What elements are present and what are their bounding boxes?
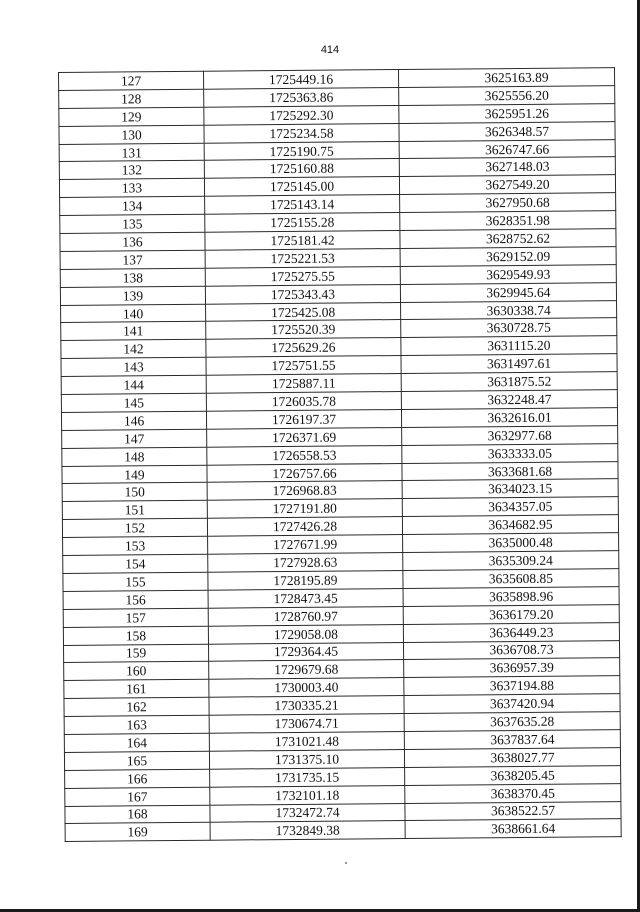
scan-speck: [345, 862, 347, 864]
y-coordinate-cell: 3629152.09: [400, 247, 616, 267]
x-coordinate-cell: 1728195.89: [208, 570, 403, 590]
point-number-cell: 157: [63, 608, 208, 627]
y-coordinate-cell: 3636957.39: [404, 658, 620, 678]
y-coordinate-cell: 3625556.20: [399, 86, 615, 106]
coordinate-table-wrapper: [58, 67, 621, 842]
y-coordinate-cell: 3638370.45: [405, 783, 621, 803]
point-number-cell: 164: [64, 733, 209, 752]
y-coordinate-cell: 3631497.61: [401, 354, 617, 374]
point-number-cell: 129: [59, 107, 204, 126]
x-coordinate-cell: 1725449.16: [203, 70, 398, 90]
point-number-cell: 139: [60, 286, 205, 305]
y-coordinate-cell: 3627148.03: [399, 157, 615, 177]
x-coordinate-cell: 1725751.55: [206, 356, 401, 376]
point-number-cell: 160: [64, 662, 209, 681]
point-number-cell: 156: [63, 590, 208, 609]
y-coordinate-cell: 3634682.95: [402, 515, 618, 535]
y-coordinate-cell: 3629549.93: [400, 264, 616, 284]
y-coordinate-cell: 3636708.73: [403, 640, 619, 660]
y-coordinate-cell: 3626747.66: [399, 139, 615, 159]
y-coordinate-cell: 3632248.47: [401, 390, 617, 410]
point-number-cell: 162: [64, 697, 209, 716]
point-number-cell: 153: [63, 536, 208, 555]
y-coordinate-cell: 3638661.64: [405, 819, 621, 839]
point-number-cell: 132: [59, 161, 204, 180]
point-number-cell: 140: [61, 304, 206, 323]
point-number-cell: 166: [65, 769, 210, 788]
y-coordinate-cell: 3637420.94: [404, 694, 620, 714]
x-coordinate-cell: 1728760.97: [208, 606, 403, 626]
y-coordinate-cell: 3636179.20: [403, 604, 619, 624]
x-coordinate-cell: 1725887.11: [206, 374, 401, 394]
x-coordinate-cell: 1727928.63: [208, 553, 403, 573]
x-coordinate-cell: 1725629.26: [206, 338, 401, 358]
point-number-cell: 130: [59, 125, 204, 144]
y-coordinate-cell: 3635000.48: [403, 533, 619, 553]
x-coordinate-cell: 1732101.18: [210, 785, 405, 805]
x-coordinate-cell: 1730335.21: [209, 696, 404, 716]
point-number-cell: 143: [61, 357, 206, 376]
point-number-cell: 163: [64, 715, 209, 734]
y-coordinate-cell: 3630338.74: [401, 300, 617, 320]
point-number-cell: 146: [61, 411, 206, 430]
point-number-cell: 151: [62, 501, 207, 520]
x-coordinate-cell: 1726035.78: [206, 392, 401, 412]
point-number-cell: 142: [61, 340, 206, 359]
point-number-cell: 169: [65, 823, 210, 842]
point-number-cell: 149: [62, 465, 207, 484]
x-coordinate-cell: 1731735.15: [210, 767, 405, 787]
x-coordinate-cell: 1725181.42: [205, 231, 400, 251]
point-number-cell: 137: [60, 250, 205, 269]
y-coordinate-cell: 3625163.89: [398, 68, 614, 88]
point-number-cell: 135: [60, 214, 205, 233]
x-coordinate-cell: 1725343.43: [205, 284, 400, 304]
point-number-cell: 168: [65, 805, 210, 824]
x-coordinate-cell: 1728473.45: [208, 588, 403, 608]
x-coordinate-cell: 1732472.74: [210, 803, 405, 823]
point-number-cell: 141: [61, 322, 206, 341]
x-coordinate-cell: 1727671.99: [208, 535, 403, 555]
coordinate-table-body: [59, 68, 622, 842]
x-coordinate-cell: 1725363.86: [204, 87, 399, 107]
point-number-cell: 128: [59, 89, 204, 108]
y-coordinate-cell: 3637194.88: [404, 676, 620, 696]
x-coordinate-cell: 1725155.28: [205, 213, 400, 233]
y-coordinate-cell: 3634023.15: [402, 479, 618, 499]
x-coordinate-cell: 1726558.53: [207, 445, 402, 465]
x-coordinate-cell: 1725292.30: [204, 105, 399, 125]
y-coordinate-cell: 3631875.52: [401, 372, 617, 392]
y-coordinate-cell: 3635608.85: [403, 569, 619, 589]
point-number-cell: 148: [62, 447, 207, 466]
y-coordinate-cell: 3638027.77: [404, 747, 620, 767]
y-coordinate-cell: 3633681.68: [402, 461, 618, 481]
x-coordinate-cell: 1732849.38: [210, 821, 405, 841]
x-coordinate-cell: 1725145.00: [204, 177, 399, 197]
point-number-cell: 155: [63, 572, 208, 591]
y-coordinate-cell: 3637635.28: [404, 712, 620, 732]
x-coordinate-cell: 1725143.14: [205, 195, 400, 215]
x-coordinate-cell: 1730003.40: [209, 678, 404, 698]
y-coordinate-cell: 3632977.68: [402, 425, 618, 445]
x-coordinate-cell: 1731375.10: [209, 749, 404, 769]
y-coordinate-cell: 3629945.64: [400, 282, 616, 302]
x-coordinate-cell: 1726757.66: [207, 463, 402, 483]
point-number-cell: 136: [60, 232, 205, 251]
y-coordinate-cell: 3635309.24: [403, 551, 619, 571]
table-row: [65, 819, 621, 842]
coordinate-table: [58, 67, 622, 842]
x-coordinate-cell: 1727426.28: [207, 517, 402, 537]
x-coordinate-cell: 1725275.55: [205, 266, 400, 286]
point-number-cell: 134: [60, 196, 205, 215]
x-coordinate-cell: 1727191.80: [207, 499, 402, 519]
y-coordinate-cell: 3631115.20: [401, 336, 617, 356]
x-coordinate-cell: 1726197.37: [206, 409, 401, 429]
point-number-cell: 138: [60, 268, 205, 287]
y-coordinate-cell: 3638522.57: [405, 801, 621, 821]
point-number-cell: 150: [62, 483, 207, 502]
x-coordinate-cell: 1725520.39: [206, 320, 401, 340]
x-coordinate-cell: 1730674.71: [209, 714, 404, 734]
point-number-cell: 133: [59, 179, 204, 198]
y-coordinate-cell: 3633333.05: [402, 443, 618, 463]
point-number-cell: 144: [61, 375, 206, 394]
point-number-cell: 131: [59, 143, 204, 162]
x-coordinate-cell: 1729364.45: [208, 642, 403, 662]
point-number-cell: 161: [64, 679, 209, 698]
point-number-cell: 154: [63, 554, 208, 573]
point-number-cell: 159: [64, 644, 209, 663]
point-number-cell: 165: [64, 751, 209, 770]
point-number-cell: 152: [62, 518, 207, 537]
x-coordinate-cell: 1726968.83: [207, 481, 402, 501]
page-number: 414: [320, 44, 340, 56]
y-coordinate-cell: 3636449.23: [403, 622, 619, 642]
point-number-cell: 127: [59, 71, 204, 90]
x-coordinate-cell: 1725234.58: [204, 123, 399, 143]
y-coordinate-cell: 3632616.01: [401, 408, 617, 428]
y-coordinate-cell: 3638205.45: [405, 765, 621, 785]
x-coordinate-cell: 1729679.68: [209, 660, 404, 680]
y-coordinate-cell: 3627950.68: [400, 193, 616, 213]
point-number-cell: 145: [61, 393, 206, 412]
y-coordinate-cell: 3625951.26: [399, 103, 615, 123]
y-coordinate-cell: 3628351.98: [400, 211, 616, 231]
point-number-cell: 167: [65, 787, 210, 806]
point-number-cell: 158: [63, 626, 208, 645]
y-coordinate-cell: 3626348.57: [399, 121, 615, 141]
y-coordinate-cell: 3635898.96: [403, 586, 619, 606]
y-coordinate-cell: 3637837.64: [404, 730, 620, 750]
x-coordinate-cell: 1725190.75: [204, 141, 399, 161]
x-coordinate-cell: 1726371.69: [207, 427, 402, 447]
y-coordinate-cell: 3627549.20: [399, 175, 615, 195]
x-coordinate-cell: 1725221.53: [205, 248, 400, 268]
x-coordinate-cell: 1725160.88: [204, 159, 399, 179]
y-coordinate-cell: 3630728.75: [401, 318, 617, 338]
y-coordinate-cell: 3634357.05: [402, 497, 618, 517]
y-coordinate-cell: 3628752.62: [400, 229, 616, 249]
point-number-cell: 147: [62, 429, 207, 448]
x-coordinate-cell: 1725425.08: [206, 302, 401, 322]
x-coordinate-cell: 1729058.08: [208, 624, 403, 644]
x-coordinate-cell: 1731021.48: [209, 731, 404, 751]
